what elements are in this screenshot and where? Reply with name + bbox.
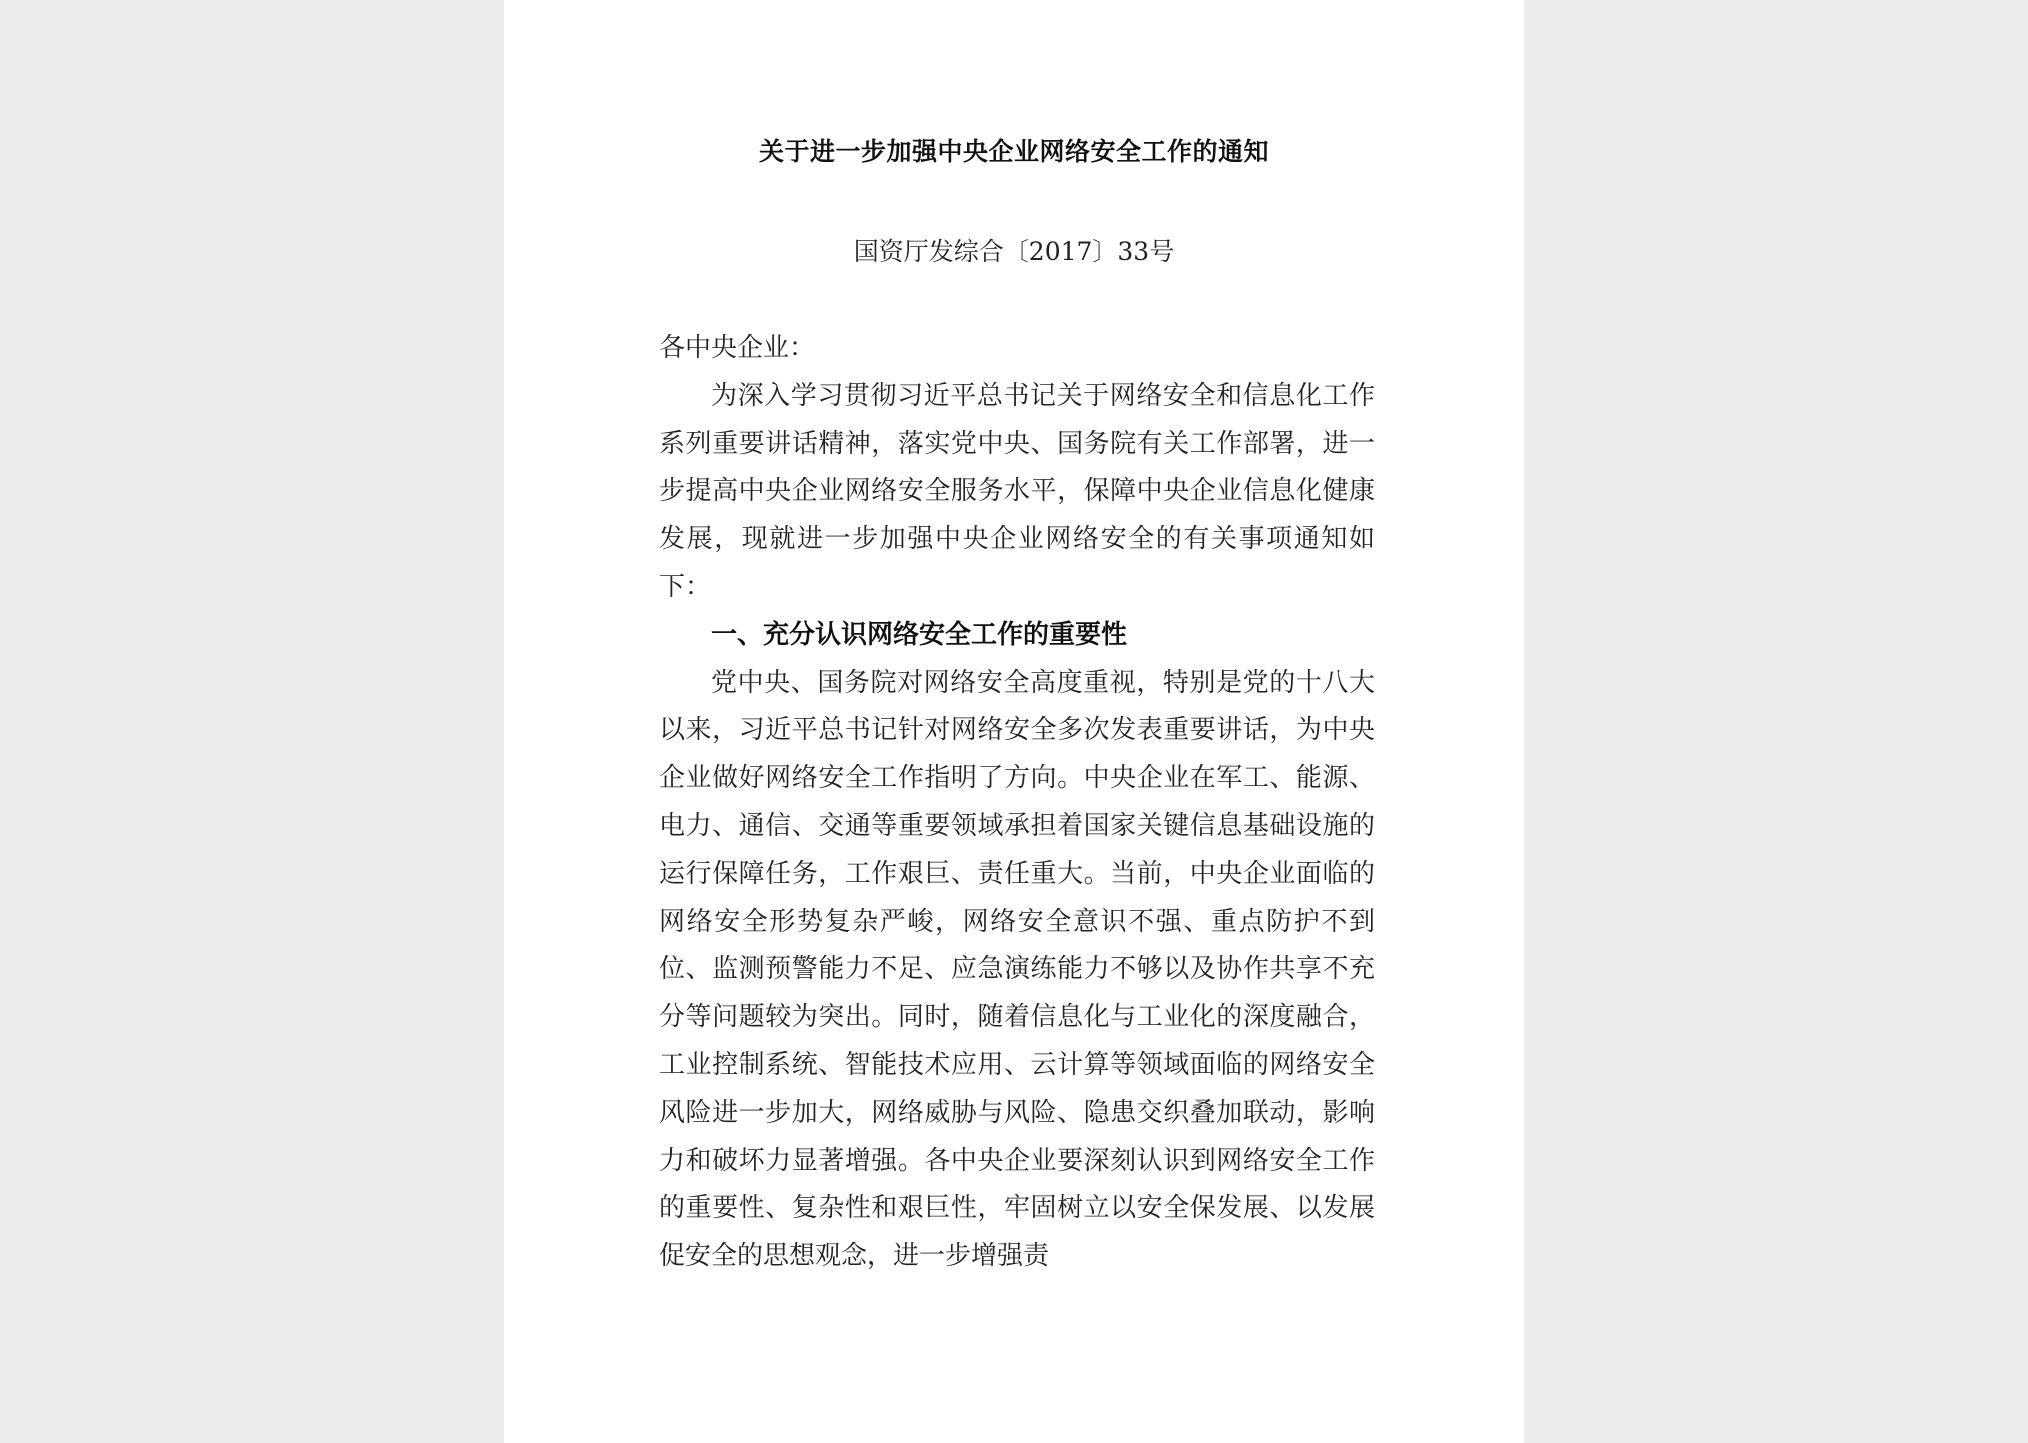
section-heading: 一、充分认识网络安全工作的重要性 (711, 619, 1128, 650)
document-page (504, 0, 1524, 1443)
document-title: 关于进一步加强中央企业网络安全工作的通知 (758, 137, 1269, 166)
salutation: 各中央企业： (659, 333, 816, 363)
document-number: 国资厅发综合〔2017〕33号 (853, 237, 1175, 266)
document-body (659, 325, 1375, 1281)
section-paragraph: 党中央、国务院对网络安全高度重视，特别是党的十八大以来，习近平总书记针对网络安全多次发表重要讲话，为中央企业做好网络安全工作指明了方向。中央企业在军工、能源、电力、通信、交通等重要领域承担着国家关键信息基础设施的运行保障任务，工作艰巨、责任重大。当前，中央企业面临的网络安全形势复杂严峻，网络安全意识不强、重点防护不到位、监测预警能力不足、应急演练能力不够以及协作共享不充分等问题较为突出。同时，随着信息化与工业化的深度融合，工业控制系统、智能技术应用、云计算等领域面临的网络安全风险进一步加大，网络威胁与风险、隐患交织叠加联动，影响力和破坏力显著增强。各中央企业要深刻认识到网络安全工作的重要性、复杂性和艰巨性，牢固树立以安全保发展、以发展促安全的思想观念，进一步增强责 (659, 667, 1375, 1272)
intro-paragraph: 为深入学习贯彻习近平总书记关于网络安全和信息化工作系列重要讲话精神，落实党中央、国务院有关工作部署，进一步提高中央企业网络安全服务水平，保障中央企业信息化健康发展，现就进一步加强中央企业网络安全的有关事项通知如下： (659, 380, 1375, 602)
